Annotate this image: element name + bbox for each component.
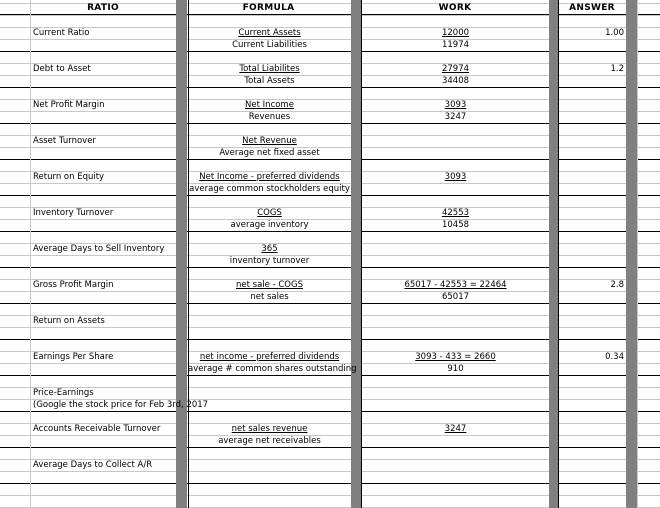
ratio-name[interactable]: Price-Earnings xyxy=(33,388,94,398)
ratio-name[interactable]: Return on Assets xyxy=(33,316,105,326)
ratio-note[interactable]: (Google the stock price for Feb 3rd, 2017 xyxy=(33,400,209,410)
formula-numerator[interactable]: Net Revenue xyxy=(242,136,297,146)
work-numerator[interactable]: 65017 - 42553 = 22464 xyxy=(404,280,507,290)
answer-value[interactable]: 2.8 xyxy=(610,280,624,290)
formula-denominator[interactable]: average common stockholders equity xyxy=(189,184,350,194)
work-numerator[interactable] xyxy=(362,135,549,147)
ratio-name[interactable]: Return on Equity xyxy=(33,172,105,182)
work-denominator[interactable] xyxy=(362,471,549,483)
answer-value[interactable] xyxy=(558,459,624,471)
formula-numerator[interactable]: net sales revenue xyxy=(231,424,308,434)
formula-numerator[interactable]: net income - preferred dividends xyxy=(199,352,340,362)
work-numerator[interactable]: 3247 xyxy=(444,424,467,434)
work-numerator[interactable]: 3093 - 433 = 2660 xyxy=(415,352,496,362)
formula-denominator[interactable]: net sales xyxy=(250,292,289,302)
work-denominator[interactable] xyxy=(362,183,549,195)
formula-numerator[interactable] xyxy=(188,459,351,471)
formula-numerator[interactable] xyxy=(188,315,351,327)
formula-numerator[interactable]: 365 xyxy=(261,244,278,254)
answer-value[interactable] xyxy=(558,207,624,219)
formula-denominator[interactable]: Total Assets xyxy=(244,76,295,86)
ratio-name[interactable]: Asset Turnover xyxy=(33,136,96,146)
work-numerator[interactable]: 3093 xyxy=(444,172,467,182)
work-denominator[interactable] xyxy=(362,399,549,411)
work-numerator[interactable]: 42553 xyxy=(441,208,470,218)
formula-denominator[interactable]: average net receivables xyxy=(218,436,321,446)
work-numerator[interactable]: 3093 xyxy=(444,100,467,110)
work-denominator[interactable] xyxy=(362,147,549,159)
work-numerator[interactable] xyxy=(362,315,549,327)
ratio-name[interactable]: Earnings Per Share xyxy=(33,352,114,362)
formula-denominator[interactable]: Current Liabilities xyxy=(232,40,307,50)
formula-denominator[interactable] xyxy=(188,327,351,339)
answer-value[interactable] xyxy=(558,423,624,435)
ratio-name[interactable]: Accounts Receivable Turnover xyxy=(33,424,161,434)
answer-value[interactable] xyxy=(558,315,624,327)
header-formula[interactable]: FORMULA xyxy=(242,3,295,13)
work-denominator[interactable]: 34408 xyxy=(441,76,470,86)
formula-numerator[interactable]: Total Liabilites xyxy=(239,64,300,74)
answer-value[interactable]: 1.00 xyxy=(605,28,624,38)
work-numerator[interactable]: 27974 xyxy=(441,64,470,74)
formula-numerator[interactable] xyxy=(188,387,351,399)
work-denominator[interactable]: 910 xyxy=(447,364,464,374)
ratio-name[interactable]: Average Days to Collect A/R xyxy=(33,460,153,470)
work-numerator[interactable] xyxy=(362,459,549,471)
ratio-name[interactable]: Average Days to Sell Inventory xyxy=(33,244,165,254)
formula-denominator[interactable]: average # common shares outstanding xyxy=(188,364,357,374)
ratio-name[interactable]: Gross Profit Margin xyxy=(33,280,114,290)
answer-value[interactable] xyxy=(558,135,624,147)
work-denominator[interactable]: 65017 xyxy=(441,292,470,302)
work-denominator[interactable]: 10458 xyxy=(441,220,470,230)
formula-numerator[interactable]: net sale - COGS xyxy=(236,280,303,290)
answer-value[interactable]: 1.2 xyxy=(610,64,624,74)
answer-value[interactable] xyxy=(558,387,624,399)
formula-denominator[interactable] xyxy=(188,471,351,483)
ratio-name[interactable]: Inventory Turnover xyxy=(33,208,114,218)
answer-value[interactable] xyxy=(558,243,624,255)
header-answer[interactable]: ANSWER xyxy=(569,3,615,13)
work-denominator[interactable]: 11974 xyxy=(441,40,470,50)
formula-denominator[interactable]: inventory turnover xyxy=(229,256,310,266)
header-work[interactable]: WORK xyxy=(438,3,472,13)
answer-value[interactable]: 0.34 xyxy=(605,352,624,362)
work-denominator[interactable]: 3247 xyxy=(444,112,467,122)
ratio-name[interactable]: Debt to Asset xyxy=(33,64,91,74)
formula-numerator[interactable]: Current Assets xyxy=(238,28,301,38)
ratio-name[interactable]: Net Profit Margin xyxy=(33,100,105,110)
formula-numerator[interactable]: Net Income xyxy=(245,100,294,110)
formula-numerator[interactable]: Net Income - preferred dividends xyxy=(199,172,340,182)
answer-value[interactable] xyxy=(558,99,624,111)
header-ratio[interactable]: RATIO xyxy=(87,3,119,13)
formula-numerator[interactable]: COGS xyxy=(257,208,282,218)
work-denominator[interactable] xyxy=(362,255,549,267)
formula-denominator[interactable] xyxy=(188,399,351,411)
ratio-name[interactable]: Current Ratio xyxy=(33,28,90,38)
work-numerator[interactable] xyxy=(362,387,549,399)
formula-denominator[interactable]: average inventory xyxy=(230,220,309,230)
work-numerator[interactable] xyxy=(362,243,549,255)
work-denominator[interactable] xyxy=(362,435,549,447)
answer-value[interactable] xyxy=(558,171,624,183)
formula-denominator[interactable]: Average net fixed asset xyxy=(219,148,320,158)
work-numerator[interactable]: 12000 xyxy=(441,28,470,38)
work-denominator[interactable] xyxy=(362,327,549,339)
formula-denominator[interactable]: Revenues xyxy=(248,112,291,122)
